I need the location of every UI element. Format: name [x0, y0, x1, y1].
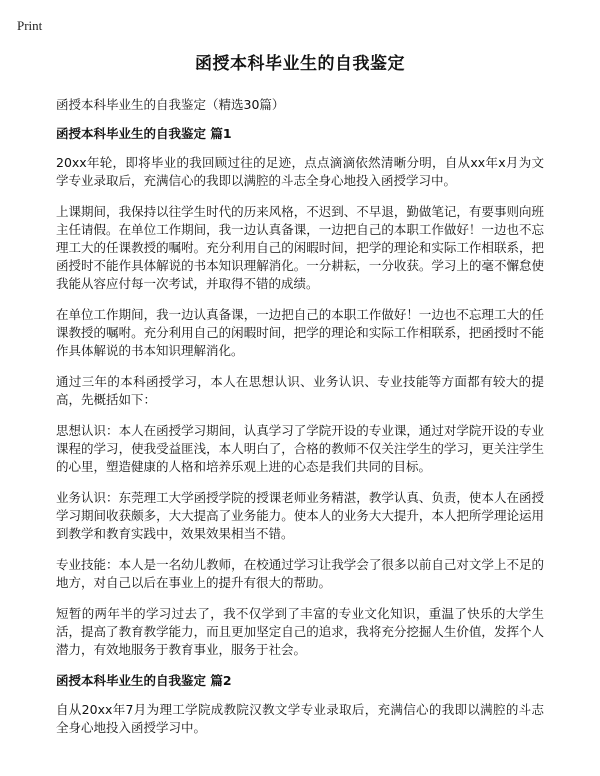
paragraph: 专业技能：本人是一名幼儿教师，在校通过学习让我学会了很多以前自己对文学上不足的地方，对自己以后在事业上的提升有很大的帮助。: [56, 557, 544, 590]
section-heading: 函授本科毕业生的自我鉴定 篇2: [56, 673, 232, 688]
paragraph: 业务认识：东莞理工大学函授学院的授课老师业务精湛，教学认真、负责，使本人在函授学习期间收获颇多，大大提高了业务能力。使本人的业务大大提升，本人把所学理论运用到教学和教育实践中，效果效果相当不错。: [56, 490, 544, 541]
paragraph: 短暂的两年半的学习过去了，我不仅学到了丰富的专业文化知识，重温了快乐的大学生活，提高了教育教学能力，而且更加坚定自己的追求，我将充分挖掘人生价值，发挥个人潜力，有效地服务于教育事业，服务于社会。: [56, 606, 544, 657]
document-subtitle: 函授本科毕业生的自我鉴定（精选30篇）: [56, 97, 285, 112]
paragraph: 20xx年轮，即将毕业的我回顾过往的足迹，点点滴滴依然清晰分明，自从xx年x月为文学专业录取后，充满信心的我即以满腔的斗志全身心地投入函授学习中。: [56, 155, 544, 188]
print-link[interactable]: Print: [17, 18, 43, 33]
paragraph: 通过三年的本科函授学习，本人在思想认识、业务认识、专业技能等方面都有较大的提高，先概括如下：: [56, 374, 544, 407]
paragraph: 思想认识：本人在函授学习期间，认真学习了学院开设的专业课，通过对学院开设的专业课程的学习，使我受益匪浅，本人明白了，合格的教师不仅关注学生的学习，更关注学生的心里，塑造健康的人格和培养乐观上进的心态是我们共同的目标。: [56, 423, 544, 474]
page-title: 函授本科毕业生的自我鉴定: [195, 54, 405, 74]
paragraph: 在单位工作期间，我一边认真备课，一边把自己的本职工作做好！一边也不忘理工大的任课教授的嘱咐。充分利用自己的闲暇时间，把学的理论和实际工作相联系，把函授时不能作具体解说的书本知识理解消化。: [56, 307, 544, 358]
document-body: [56, 96, 544, 750]
section-heading: 函授本科毕业生的自我鉴定 篇1: [56, 126, 232, 141]
paragraph: 自从20xx年7月为理工学院成教院汉教文学专业录取后，充满信心的我即以满腔的斗志全身心地投入函授学习中。: [56, 702, 544, 735]
section-2: [56, 672, 544, 737]
section-1: [56, 125, 544, 659]
paragraph: 上课期间，我保持以往学生时代的历来风格，不迟到、不早退，勤做笔记，有要事则向班主任请假。在单位工作期间，我一边认真备课，一边把自己的本职工作做好！一边也不忘理工大的任课教授的嘱咐。充分利用自己的闲暇时间，把学的理论和实际工作相联系，把函授时不能作具体解说的书本知识理解消化。一分耕耘，一分收获。学习上的毫不懈怠使我能从容应付每一次考试，并取得不错的成绩。: [56, 204, 544, 291]
